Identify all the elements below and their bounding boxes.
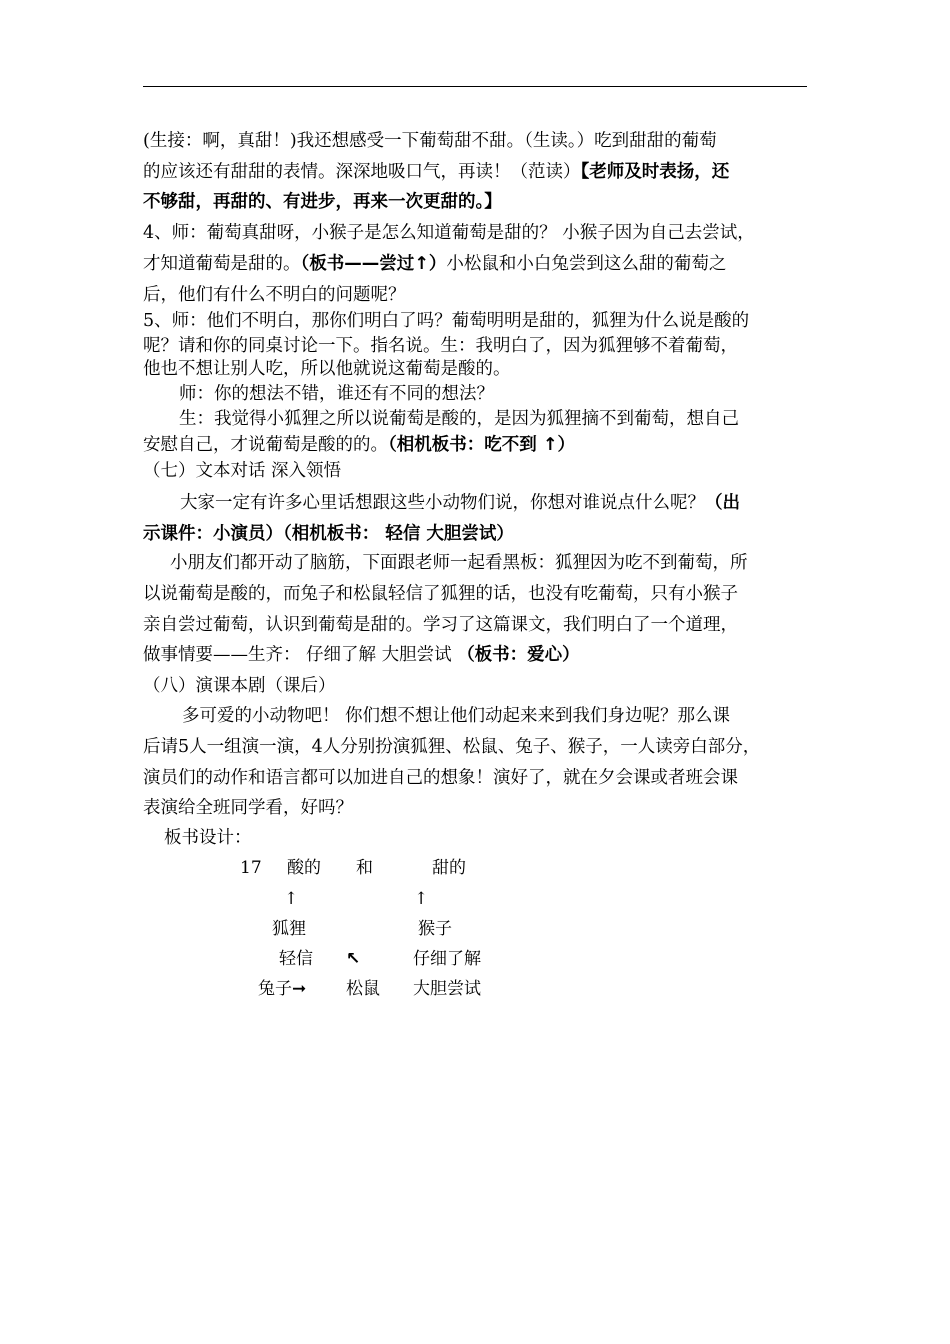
text-line <box>179 409 739 430</box>
text-segment: 师：你的想法不错，谁还有不同的想法？ <box>179 384 494 404</box>
board-and: 和 <box>356 858 373 878</box>
text-segment: 5、师：他们不明白，那你们明白了吗？葡萄明明是甜的，狐狸为什么说是酸的 <box>143 311 750 331</box>
text-segment: 板书设计： <box>164 828 252 848</box>
header-rule <box>143 86 807 87</box>
bold-segment: （相机板书：吃不到 ↑） <box>388 435 576 455</box>
board-rabbit: 兔子➞ <box>258 979 307 999</box>
board-monkey: 猴子 <box>418 919 452 939</box>
text-line <box>143 798 353 819</box>
arrow-diagonal-icon: ↖ <box>346 949 361 969</box>
lesson-number: 17 <box>240 858 262 878</box>
text-segment: 表演给全班同学看，好吗？ <box>143 798 353 818</box>
board-believe: 轻信 <box>279 949 313 969</box>
text-segment: 后，他们有什么不明白的问题呢？ <box>143 285 406 305</box>
board-fox: 狐狸 <box>272 919 306 939</box>
text-line <box>143 311 749 332</box>
board-sour: 酸的 <box>287 858 321 878</box>
text-segment: 演员们的动作和语言都可以加进自己的想象！演好了，就在夕会课或者班会课 <box>143 768 738 788</box>
text-line <box>143 584 738 605</box>
text-line <box>143 676 336 697</box>
text-line <box>143 524 514 545</box>
text-line <box>179 384 494 405</box>
bold-segment: 【老师及时表扬，还 <box>580 162 730 182</box>
text-segment: （七）文本对话 深入领悟 <box>143 461 342 481</box>
arrow-up-icon: ↑ <box>414 889 429 909</box>
board-sweet: 甜的 <box>432 858 466 878</box>
text-segment: 后请5人一组演一演，4人分别扮演狐狸、松鼠、兔子、猴子，一人读旁白部分， <box>143 737 761 757</box>
text-line <box>143 359 511 380</box>
text-line <box>182 706 730 727</box>
text-segment: 小朋友们都开动了脑筋，下面跟老师一起看黑板：狐狸因为吃不到葡萄，所 <box>170 553 748 573</box>
text-segment: 亲自尝过葡萄，认识到葡萄是甜的。学习了这篇课文，我们明白了一个道理， <box>143 615 738 635</box>
text-segment: 大家一定有许多心里话想跟这些小动物们说，你想对谁说点什么呢？ <box>180 493 705 513</box>
text-line <box>143 768 738 789</box>
text-segment: 做事情要——生齐： 仔细了解 大胆尝试 <box>143 645 458 665</box>
bold-segment: 示课件：小演员）（相机板书： 轻信 大胆尝试） <box>143 524 514 544</box>
text-segment: (生接：啊，真甜！)我还想感受一下葡萄甜不甜。（生读。）吃到甜甜的葡萄 <box>143 131 717 151</box>
text-segment: 的应该还有甜甜的表情。深深地吸口气，再读！（范读） <box>143 162 581 182</box>
text-segment: 以说葡萄是酸的，而兔子和松鼠轻信了狐狸的话，也没有吃葡萄，只有小猴子 <box>143 584 738 604</box>
text-line <box>180 493 740 514</box>
text-segment: 4、师：葡萄真甜呀，小猴子是怎么知道葡萄是甜的？ 小猴子因为自己去尝试， <box>143 223 755 243</box>
text-line <box>143 285 406 306</box>
text-segment: 多可爱的小动物吧！ 你们想不想让他们动起来来到我们身边呢？那么课 <box>182 706 731 726</box>
text-segment: 他也不想让别人吃，所以他就说这葡萄是酸的。 <box>143 359 511 379</box>
text-line <box>170 553 748 574</box>
arrow-up-icon: ↑ <box>284 889 299 909</box>
text-line <box>143 131 717 152</box>
text-segment: 安慰自己，才说葡萄是酸的的。 <box>143 435 388 455</box>
text-line <box>143 162 729 183</box>
text-segment: 呢？请和你的同桌讨论一下。指名说。生：我明白了，因为狐狸够不着葡萄， <box>143 336 738 356</box>
text-line <box>143 737 760 758</box>
text-segment: 生：我觉得小狐狸之所以说葡萄是酸的，是因为狐狸摘不到葡萄，想自己 <box>179 409 739 429</box>
text-line <box>143 192 502 213</box>
board-understand: 仔细了解 <box>413 949 481 969</box>
bold-segment: 不够甜，再甜的、有进步，再来一次更甜的。】 <box>143 192 502 212</box>
board-try: 大胆尝试 <box>413 979 481 999</box>
text-line <box>143 645 580 666</box>
text-segment: 小松鼠和小白兔尝到这么甜的葡萄之 <box>446 254 727 274</box>
bold-segment: （板书——尝过↑） <box>300 254 447 274</box>
bold-segment: （板书：爱心） <box>457 645 580 665</box>
text-segment: （八）演课本剧（课后） <box>143 676 336 696</box>
text-line <box>164 828 252 849</box>
text-line <box>143 254 726 275</box>
text-line <box>143 461 341 482</box>
text-line <box>143 336 738 357</box>
text-line <box>143 223 755 244</box>
text-line <box>143 615 738 636</box>
board-squirrel: 松鼠 <box>346 979 380 999</box>
text-line <box>143 435 575 456</box>
text-segment: 才知道葡萄是甜的。 <box>143 254 301 274</box>
bold-segment: （出 <box>705 493 740 513</box>
